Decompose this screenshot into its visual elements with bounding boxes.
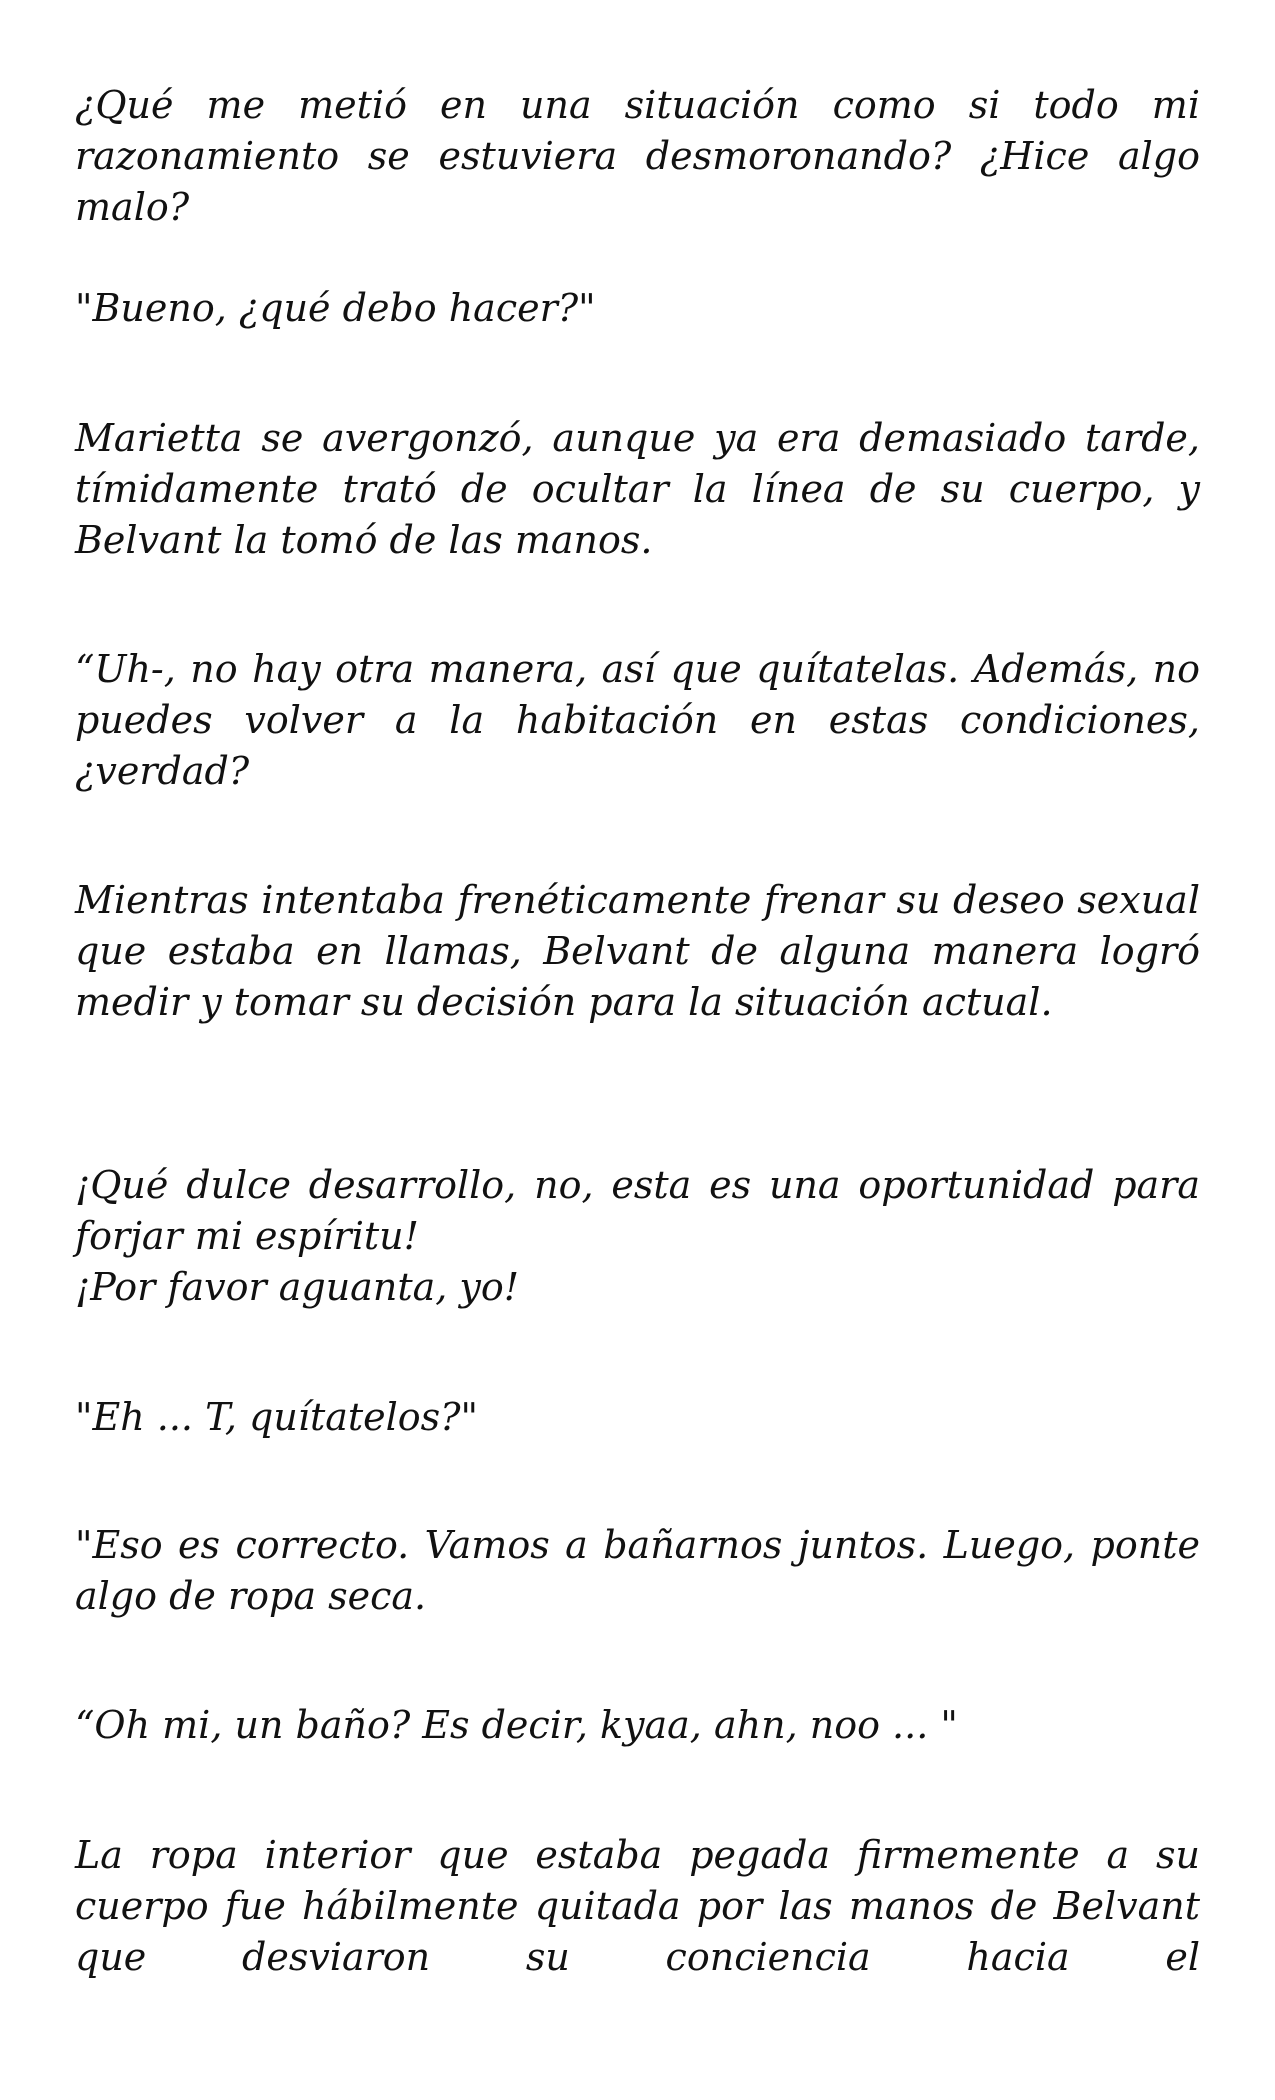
paragraph-9: “Oh mi, un baño? Es decir, kyaa, ahn, noo ... " xyxy=(75,1703,958,1747)
paragraph-5: Mientras intentaba frenéticamente frenar su deseo sexual que estaba en llamas, Belvant de alguna manera logró medir y tomar su decisión para la situación actual. xyxy=(75,878,1200,1024)
paragraph-2: "Bueno, ¿qué debo hacer?" xyxy=(75,286,596,330)
paragraph-3: Marietta se avergonzó, aunque ya era demasiado tarde, tímidamente trató de ocultar la línea de su cuerpo, y Belvant la tomó de las manos. xyxy=(75,416,1200,562)
paragraph-6 xyxy=(75,1160,1200,1313)
paragraph-4: “Uh-, no hay otra manera, así que quítatelas. Además, no puedes volver a la habitación en estas condiciones, ¿verdad? xyxy=(75,647,1200,793)
paragraph-7: "Eh ... T, quítatelos?" xyxy=(75,1395,479,1439)
paragraph-8: "Eso es correcto. Vamos a bañarnos juntos. Luego, ponte algo de ropa seca. xyxy=(75,1523,1200,1618)
paragraph-1: ¿Qué me metió en una situación como si todo mi razonamiento se estuviera desmoronando? ¿Hice algo malo? xyxy=(75,83,1200,229)
paragraph-10: La ropa interior que estaba pegada firmemente a su cuerpo fue hábilmente quitada por las manos de Belvant que desviaron su conciencia hacia el xyxy=(75,1833,1200,1979)
paragraph-6-line-2: ¡Por favor aguanta, yo! xyxy=(75,1265,520,1309)
paragraph-6-line-1: ¡Qué dulce desarrollo, no, esta es una oportunidad para forjar mi espíritu! xyxy=(75,1163,1200,1258)
